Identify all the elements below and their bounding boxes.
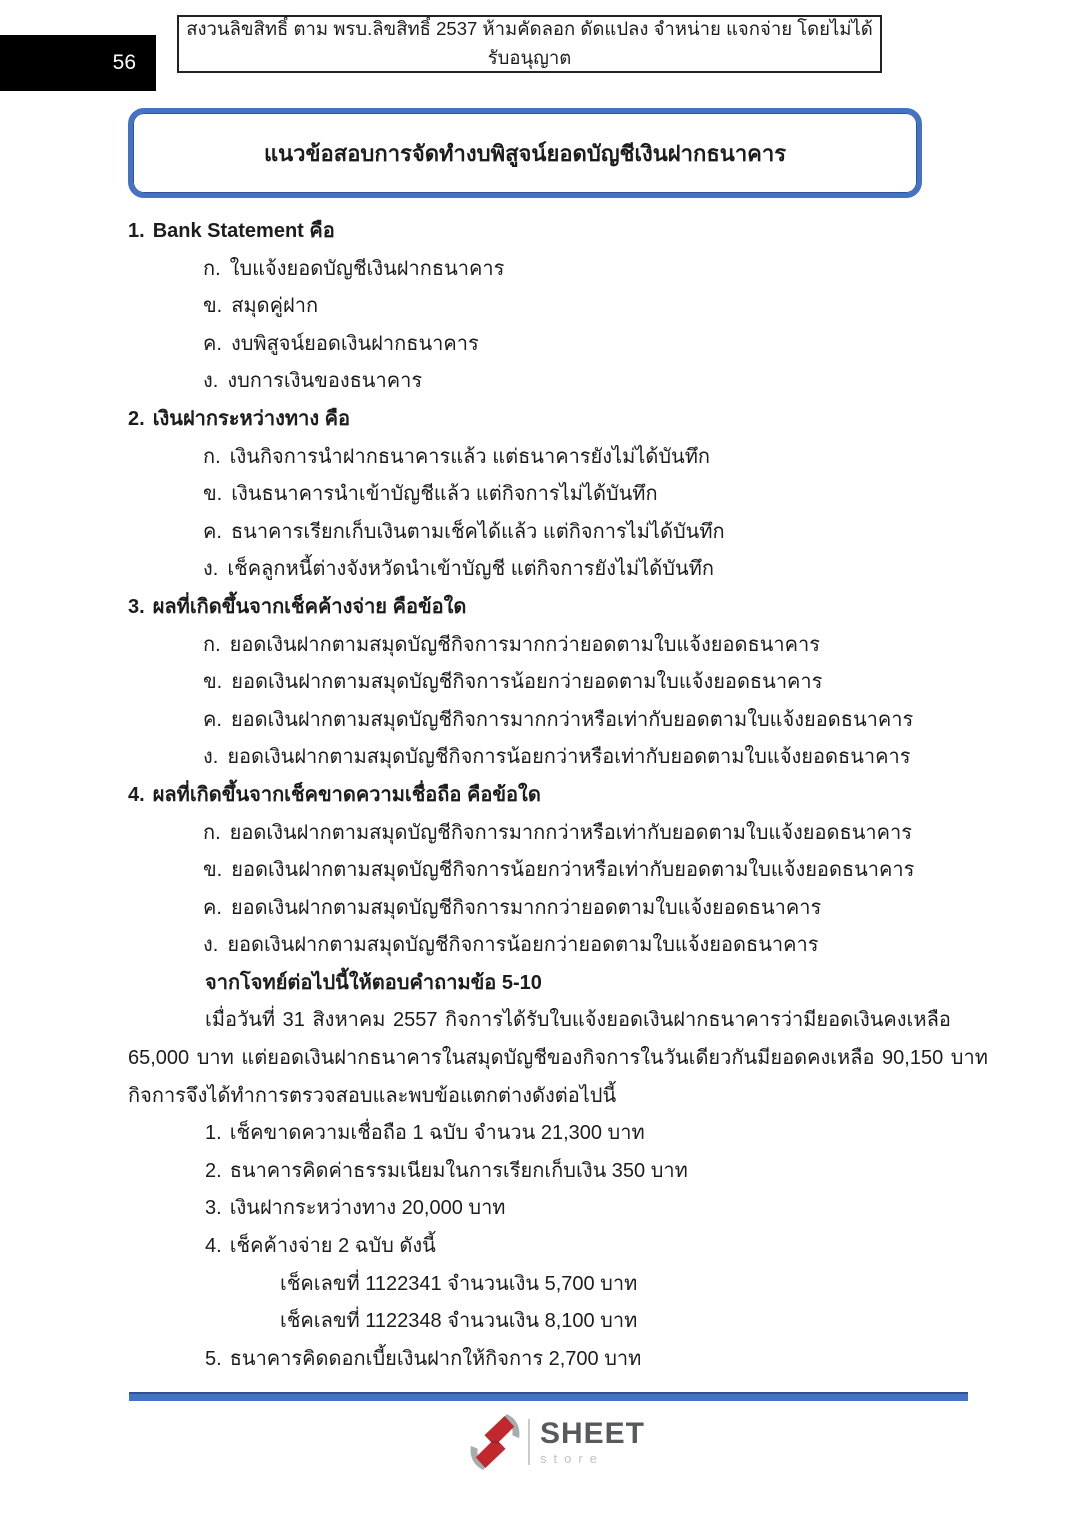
question-1-choice-a xyxy=(128,251,950,289)
finding-number: 3. xyxy=(205,1197,222,1220)
choice-label: ข. xyxy=(203,859,223,882)
choice-label: ง. xyxy=(203,746,219,769)
question-2 xyxy=(128,401,950,589)
cheque-detail-1: เช็คเลขที่ 1122341 จำนวนเงิน 5,700 บาท xyxy=(280,1272,638,1295)
case-paragraph-line-1: เมื่อวันที่ 31 สิงหาคม 2557 กิจการได้รับใบแจ้งยอดเงินฝากธนาคารว่ามียอดเงินคงเหลือ xyxy=(205,1009,951,1032)
sheet-store-logo xyxy=(20,1412,1075,1472)
choice-label: ค. xyxy=(203,520,222,543)
question-3-choice-a xyxy=(128,627,950,665)
title-box xyxy=(128,108,922,198)
finding-3 xyxy=(128,1190,950,1228)
finding-4 xyxy=(128,1228,950,1266)
question-number: 4. xyxy=(128,783,145,806)
finding-2 xyxy=(128,1153,950,1191)
question-4-heading xyxy=(128,777,950,815)
finding-text: ธนาคารคิดดอกเบี้ยเงินฝากให้กิจการ 2,700 บาท xyxy=(229,1347,642,1370)
case-paragraph-line-2: 65,000 บาท แต่ยอดเงินฝากธนาคารในสมุดบัญชีของกิจการในวันเดียวกันมียอดคงเหลือ 90,150 บาท xyxy=(128,1047,988,1070)
choice-text: เงินธนาคารนำเข้าบัญชีแล้ว แต่กิจการไม่ได้บันทึก xyxy=(231,483,658,506)
choice-label: ก. xyxy=(203,821,221,844)
finding-number: 1. xyxy=(205,1122,222,1145)
question-text: Bank Statement คือ xyxy=(152,220,335,242)
question-2-choice-a xyxy=(128,439,950,477)
finding-text: เช็คค้างจ่าย 2 ฉบับ ดังนี้ xyxy=(229,1235,436,1258)
logo-text-block xyxy=(540,1419,645,1465)
case-heading: จากโจทย์ต่อไปนี้ให้ตอบคำถามข้อ 5-10 xyxy=(205,971,542,994)
question-2-choice-d xyxy=(128,551,950,589)
logo-main-text: SHEET xyxy=(539,1417,646,1450)
question-1 xyxy=(128,213,950,401)
case-section xyxy=(128,965,988,1379)
cheque-detail-2: เช็คเลขที่ 1122348 จำนวนเงิน 8,100 บาท xyxy=(280,1310,638,1333)
question-3 xyxy=(128,589,950,777)
choice-text: ยอดเงินฝากตามสมุดบัญชีกิจการน้อยกว่าหรือเท่ากับยอดตามใบแจ้งยอดธนาคาร xyxy=(227,746,911,769)
exam-content xyxy=(128,213,988,1378)
logo-sub-text: store xyxy=(539,1451,604,1466)
question-3-choice-b xyxy=(128,664,950,702)
choice-text: ยอดเงินฝากตามสมุดบัญชีกิจการมากกว่ายอดตามใบแจ้งยอดธนาคาร xyxy=(229,633,820,656)
question-1-choice-d xyxy=(128,363,950,401)
question-number: 1. xyxy=(128,220,145,242)
question-number: 2. xyxy=(128,407,145,430)
choice-text: ยอดเงินฝากตามสมุดบัญชีกิจการมากกว่าหรือเท่ากับยอดตามใบแจ้งยอดธนาคาร xyxy=(230,708,914,731)
question-text: ผลที่เกิดขึ้นจากเช็คค้างจ่าย คือข้อใด xyxy=(152,595,467,618)
finding-text: เงินฝากระหว่างทาง 20,000 บาท xyxy=(229,1197,506,1220)
question-3-choice-c xyxy=(128,702,950,740)
question-1-choice-c xyxy=(128,326,950,364)
choice-label: ค. xyxy=(203,332,222,355)
finding-text: ธนาคารคิดค่าธรรมเนียมในการเรียกเก็บเงิน 350 บาท xyxy=(229,1159,688,1182)
choice-label: ก. xyxy=(203,445,221,468)
choice-label: ค. xyxy=(203,896,222,919)
page-title: แนวข้อสอบการจัดทำงบพิสูจน์ยอดบัญชีเงินฝากธนาคาร xyxy=(263,140,787,166)
footer-divider-rule xyxy=(129,1392,968,1401)
question-2-choice-b xyxy=(128,476,950,514)
choice-text: เงินกิจการนำฝากธนาคารแล้ว แต่ธนาคารยังไม่ได้บันทึก xyxy=(229,445,710,468)
finding-text: เช็คขาดความเชื่อถือ 1 ฉบับ จำนวน 21,300 บาท xyxy=(229,1122,645,1145)
logo-divider xyxy=(528,1419,530,1465)
question-2-heading xyxy=(128,401,950,439)
finding-number: 5. xyxy=(205,1347,222,1370)
choice-text: ยอดเงินฝากตามสมุดบัญชีกิจการน้อยกว่าหรือเท่ากับยอดตามใบแจ้งยอดธนาคาร xyxy=(231,859,915,882)
choice-text: ใบแจ้งยอดบัญชีเงินฝากธนาคาร xyxy=(229,257,505,280)
question-number: 3. xyxy=(128,595,145,618)
choice-text: งบพิสูจน์ยอดเงินฝากธนาคาร xyxy=(230,332,479,355)
case-paragraph-line-3: กิจการจึงได้ทำการตรวจสอบและพบข้อแตกต่างดังต่อไปนี้ xyxy=(128,1084,617,1107)
page-number-box xyxy=(0,35,156,91)
choice-label: ง. xyxy=(203,558,219,581)
question-3-choice-d xyxy=(128,739,950,777)
finding-1 xyxy=(128,1115,950,1153)
question-text: ผลที่เกิดขึ้นจากเช็คขาดความเชื่อถือ คือข้อใด xyxy=(152,783,541,806)
choice-label: ก. xyxy=(203,633,221,656)
choice-label: ง. xyxy=(203,370,219,393)
finding-number: 2. xyxy=(205,1159,222,1182)
choice-label: ค. xyxy=(203,708,222,731)
page-number: 56 xyxy=(112,51,136,74)
question-2-choice-c xyxy=(128,514,950,552)
choice-text: ยอดเงินฝากตามสมุดบัญชีกิจการมากกว่าหรือเท่ากับยอดตามใบแจ้งยอดธนาคาร xyxy=(229,821,912,844)
question-1-heading xyxy=(128,213,950,251)
question-3-heading xyxy=(128,589,950,627)
question-text: เงินฝากระหว่างทาง คือ xyxy=(152,407,351,430)
choice-text: ธนาคารเรียกเก็บเงินตามเช็คได้แล้ว แต่กิจการไม่ได้บันทึก xyxy=(230,520,725,543)
choice-text: ยอดเงินฝากตามสมุดบัญชีกิจการมากกว่ายอดตามใบแจ้งยอดธนาคาร xyxy=(230,896,822,919)
question-4 xyxy=(128,777,950,965)
finding-number: 4. xyxy=(205,1235,222,1258)
question-4-choice-a xyxy=(128,815,950,853)
choice-text: เช็คลูกหนี้ต่างจังหวัดนำเข้าบัญชี แต่กิจการยังไม่ได้บันทึก xyxy=(227,558,714,581)
choice-label: ข. xyxy=(203,295,223,318)
choice-text: งบการเงินของธนาคาร xyxy=(227,370,423,393)
question-4-choice-d xyxy=(128,927,950,965)
choice-label: ง. xyxy=(203,934,219,957)
choice-label: ข. xyxy=(203,483,223,506)
sheet-store-s-icon xyxy=(470,1412,520,1472)
copyright-text: สงวนลิขสิทธิ์ ตาม พรบ.ลิขสิทธิ์ 2537 ห้ามคัดลอก ดัดแปลง จำหน่าย แจกจ่าย โดยไม่ได้รับอนุญาต xyxy=(186,18,873,68)
choice-label: ข. xyxy=(203,671,223,694)
question-4-choice-c xyxy=(128,890,950,928)
choice-text: สมุดคู่ฝาก xyxy=(231,295,319,318)
question-1-choice-b xyxy=(128,288,950,326)
question-4-choice-b xyxy=(128,852,950,890)
finding-5 xyxy=(128,1341,950,1379)
choice-text: ยอดเงินฝากตามสมุดบัญชีกิจการน้อยกว่ายอดตามใบแจ้งยอดธนาคาร xyxy=(227,934,819,957)
choice-text: ยอดเงินฝากตามสมุดบัญชีกิจการน้อยกว่ายอดตามใบแจ้งยอดธนาคาร xyxy=(231,671,823,694)
copyright-box xyxy=(177,15,882,73)
choice-label: ก. xyxy=(203,257,221,280)
